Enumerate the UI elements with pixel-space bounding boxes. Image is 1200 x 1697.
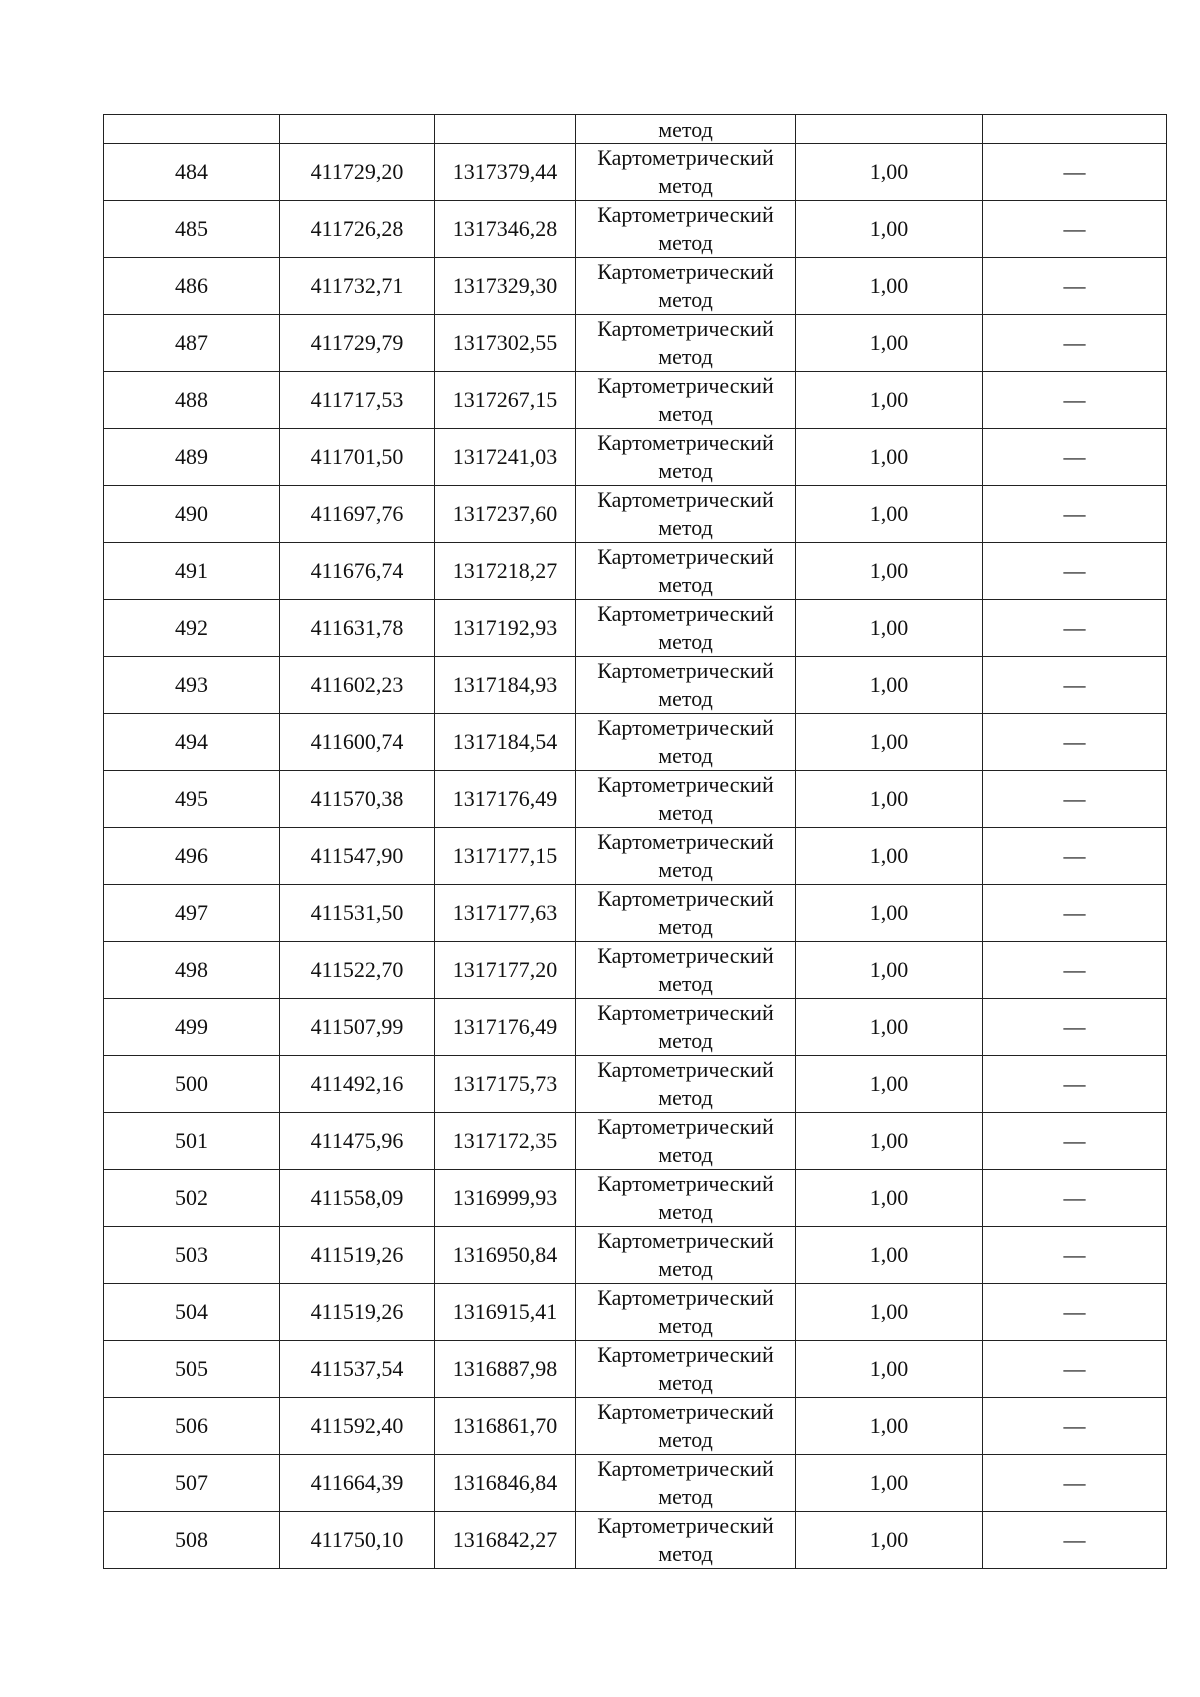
method-cell [576, 1284, 796, 1341]
accuracy-cell: 1,00 [796, 201, 983, 258]
point-number-cell: 491 [104, 543, 280, 600]
method-line-2: метод [658, 686, 713, 711]
note-cell [983, 144, 1167, 201]
method-line-1: Картометрический [597, 601, 774, 626]
table-row [104, 771, 1167, 828]
x-coordinate-cell: 411507,99 [280, 999, 435, 1056]
method-line-2: метод [658, 572, 713, 597]
point-number-cell: 495 [104, 771, 280, 828]
note-cell [983, 999, 1167, 1056]
accuracy-cell: 1,00 [796, 999, 983, 1056]
table-row [104, 1113, 1167, 1170]
note-cell [983, 115, 1167, 144]
method-line-2: метод [658, 1427, 713, 1452]
x-coordinate-cell [280, 115, 435, 144]
accuracy-cell: 1,00 [796, 885, 983, 942]
accuracy-cell: 1,00 [796, 429, 983, 486]
y-coordinate-cell [435, 115, 576, 144]
method-line-1: Картометрический [597, 145, 774, 170]
method-line-2: метод [658, 1484, 713, 1509]
accuracy-cell: 1,00 [796, 1113, 983, 1170]
dash-mark: — [1063, 843, 1086, 868]
y-coordinate-cell: 1317241,03 [435, 429, 576, 486]
method-cell [576, 1170, 796, 1227]
accuracy-cell: 1,00 [796, 1341, 983, 1398]
table-row [104, 144, 1167, 201]
method-line-1: Картометрический [597, 772, 774, 797]
method-cell [576, 115, 796, 144]
table-row [104, 372, 1167, 429]
method-line-2: метод [658, 344, 713, 369]
point-number-cell: 493 [104, 657, 280, 714]
note-cell [983, 543, 1167, 600]
method-cell [576, 486, 796, 543]
x-coordinate-cell: 411570,38 [280, 771, 435, 828]
method-line-2: метод [658, 458, 713, 483]
method-line-2: метод [658, 1313, 713, 1338]
point-number-cell: 490 [104, 486, 280, 543]
x-coordinate-cell: 411519,26 [280, 1284, 435, 1341]
y-coordinate-cell: 1317177,20 [435, 942, 576, 999]
x-coordinate-cell: 411732,71 [280, 258, 435, 315]
x-coordinate-cell: 411750,10 [280, 1512, 435, 1569]
y-coordinate-cell: 1316861,70 [435, 1398, 576, 1455]
dash-mark: — [1063, 1014, 1086, 1039]
method-cell [576, 999, 796, 1056]
note-cell [983, 657, 1167, 714]
table-row [104, 1398, 1167, 1455]
method-cell [576, 942, 796, 999]
dash-mark: — [1063, 1356, 1086, 1381]
note-cell [983, 1113, 1167, 1170]
method-cell [576, 315, 796, 372]
x-coordinate-cell: 411519,26 [280, 1227, 435, 1284]
point-number-cell: 497 [104, 885, 280, 942]
method-line-2: метод [658, 1199, 713, 1224]
method-line-2: метод [658, 401, 713, 426]
accuracy-cell: 1,00 [796, 600, 983, 657]
method-line-1: Картометрический [597, 430, 774, 455]
dash-mark: — [1063, 1299, 1086, 1324]
method-cell [576, 600, 796, 657]
accuracy-cell [796, 115, 983, 144]
method-line-1: Картометрический [597, 1399, 774, 1424]
x-coordinate-cell: 411726,28 [280, 201, 435, 258]
x-coordinate-cell: 411717,53 [280, 372, 435, 429]
note-cell [983, 315, 1167, 372]
x-coordinate-cell: 411537,54 [280, 1341, 435, 1398]
accuracy-cell: 1,00 [796, 828, 983, 885]
y-coordinate-cell: 1317237,60 [435, 486, 576, 543]
point-number-cell: 487 [104, 315, 280, 372]
dash-mark: — [1063, 1071, 1086, 1096]
method-line-2: метод [658, 1370, 713, 1395]
method-cell [576, 372, 796, 429]
y-coordinate-cell: 1317172,35 [435, 1113, 576, 1170]
method-line-1: Картометрический [597, 1171, 774, 1196]
note-cell [983, 1284, 1167, 1341]
dash-mark: — [1063, 615, 1086, 640]
table-row [104, 1227, 1167, 1284]
accuracy-cell: 1,00 [796, 315, 983, 372]
dash-mark: — [1063, 957, 1086, 982]
method-line-1: Картометрический [597, 829, 774, 854]
table-row [104, 486, 1167, 543]
method-line-2: метод [658, 1085, 713, 1110]
point-number-cell: 508 [104, 1512, 280, 1569]
method-line-1: Картометрический [597, 202, 774, 227]
dash-mark: — [1063, 1242, 1086, 1267]
table-row [104, 201, 1167, 258]
accuracy-cell: 1,00 [796, 1056, 983, 1113]
point-number-cell: 500 [104, 1056, 280, 1113]
method-cell [576, 1398, 796, 1455]
table-row [104, 258, 1167, 315]
y-coordinate-cell: 1317176,49 [435, 999, 576, 1056]
dash-mark: — [1063, 159, 1086, 184]
x-coordinate-cell: 411697,76 [280, 486, 435, 543]
method-cell [576, 201, 796, 258]
x-coordinate-cell: 411558,09 [280, 1170, 435, 1227]
point-number-cell: 501 [104, 1113, 280, 1170]
x-coordinate-cell: 411600,74 [280, 714, 435, 771]
y-coordinate-cell: 1317177,63 [435, 885, 576, 942]
accuracy-cell: 1,00 [796, 258, 983, 315]
method-line-2: метод [658, 1541, 713, 1566]
y-coordinate-cell: 1317302,55 [435, 315, 576, 372]
dash-mark: — [1063, 1470, 1086, 1495]
note-cell [983, 1512, 1167, 1569]
method-cell [576, 771, 796, 828]
method-line-2: метод [658, 1256, 713, 1281]
point-number-cell: 506 [104, 1398, 280, 1455]
method-cell [576, 429, 796, 486]
point-number-cell: 502 [104, 1170, 280, 1227]
point-number-cell: 484 [104, 144, 280, 201]
method-line-2: метод [658, 629, 713, 654]
accuracy-cell: 1,00 [796, 714, 983, 771]
y-coordinate-cell: 1316846,84 [435, 1455, 576, 1512]
note-cell [983, 1341, 1167, 1398]
method-cell [576, 1455, 796, 1512]
y-coordinate-cell: 1316950,84 [435, 1227, 576, 1284]
dash-mark: — [1063, 1185, 1086, 1210]
point-number-cell: 486 [104, 258, 280, 315]
method-line-1: Картометрический [597, 1513, 774, 1538]
note-cell [983, 429, 1167, 486]
point-number-cell: 496 [104, 828, 280, 885]
x-coordinate-cell: 411531,50 [280, 885, 435, 942]
x-coordinate-cell: 411676,74 [280, 543, 435, 600]
dash-mark: — [1063, 558, 1086, 583]
table-row [104, 429, 1167, 486]
point-number-cell: 492 [104, 600, 280, 657]
point-number-cell: 489 [104, 429, 280, 486]
method-cell [576, 258, 796, 315]
dash-mark: — [1063, 444, 1086, 469]
table-row [104, 543, 1167, 600]
method-line-2: метод [658, 1028, 713, 1053]
dash-mark: — [1063, 501, 1086, 526]
method-cell [576, 1227, 796, 1284]
y-coordinate-cell: 1317184,93 [435, 657, 576, 714]
accuracy-cell: 1,00 [796, 144, 983, 201]
y-coordinate-cell: 1317346,28 [435, 201, 576, 258]
dash-mark: — [1063, 387, 1086, 412]
x-coordinate-cell: 411729,20 [280, 144, 435, 201]
note-cell [983, 600, 1167, 657]
method-line-2: метод [658, 914, 713, 939]
dash-mark: — [1063, 729, 1086, 754]
method-line-2: метод [658, 287, 713, 312]
table-row [104, 1056, 1167, 1113]
accuracy-cell: 1,00 [796, 372, 983, 429]
table-row [104, 657, 1167, 714]
y-coordinate-cell: 1316999,93 [435, 1170, 576, 1227]
x-coordinate-cell: 411475,96 [280, 1113, 435, 1170]
point-number-cell: 505 [104, 1341, 280, 1398]
point-number-cell: 488 [104, 372, 280, 429]
table-row [104, 315, 1167, 372]
dash-mark: — [1063, 1527, 1086, 1552]
method-line-1: Картометрический [597, 544, 774, 569]
method-cell [576, 1512, 796, 1569]
accuracy-cell: 1,00 [796, 657, 983, 714]
dash-mark: — [1063, 900, 1086, 925]
method-cell [576, 1341, 796, 1398]
method-cell [576, 543, 796, 600]
method-line-1: Картометрический [597, 715, 774, 740]
method-cell [576, 1113, 796, 1170]
method-line-2: метод [658, 857, 713, 882]
note-cell [983, 1170, 1167, 1227]
method-cell [576, 657, 796, 714]
point-number-cell [104, 115, 280, 144]
dash-mark: — [1063, 1128, 1086, 1153]
x-coordinate-cell: 411631,78 [280, 600, 435, 657]
note-cell [983, 771, 1167, 828]
method-line-1: Картометрический [597, 1342, 774, 1367]
accuracy-cell: 1,00 [796, 1398, 983, 1455]
accuracy-cell: 1,00 [796, 1512, 983, 1569]
note-cell [983, 942, 1167, 999]
table-row [104, 942, 1167, 999]
x-coordinate-cell: 411522,70 [280, 942, 435, 999]
note-cell [983, 258, 1167, 315]
accuracy-cell: 1,00 [796, 942, 983, 999]
accuracy-cell: 1,00 [796, 1227, 983, 1284]
method-line-1: Картометрический [597, 259, 774, 284]
y-coordinate-cell: 1316915,41 [435, 1284, 576, 1341]
y-coordinate-cell: 1317379,44 [435, 144, 576, 201]
coordinates-table-body [104, 115, 1167, 1569]
method-line-2: метод [658, 173, 713, 198]
dash-mark: — [1063, 672, 1086, 697]
point-number-cell: 507 [104, 1455, 280, 1512]
method-line-2: метод [658, 971, 713, 996]
method-line-2: метод [658, 230, 713, 255]
table-row [104, 714, 1167, 771]
accuracy-cell: 1,00 [796, 1284, 983, 1341]
point-number-cell: 485 [104, 201, 280, 258]
table-row [104, 1512, 1167, 1569]
y-coordinate-cell: 1317218,27 [435, 543, 576, 600]
point-number-cell: 499 [104, 999, 280, 1056]
method-cell [576, 828, 796, 885]
method-line-1: Картометрический [597, 1228, 774, 1253]
note-cell [983, 486, 1167, 543]
method-line-2: метод [658, 1142, 713, 1167]
y-coordinate-cell: 1316887,98 [435, 1341, 576, 1398]
y-coordinate-cell: 1317192,93 [435, 600, 576, 657]
x-coordinate-cell: 411547,90 [280, 828, 435, 885]
method-line-2: метод [658, 800, 713, 825]
y-coordinate-cell: 1316842,27 [435, 1512, 576, 1569]
dash-mark: — [1063, 1413, 1086, 1438]
table-row [104, 999, 1167, 1056]
table-row [104, 885, 1167, 942]
method-cell [576, 714, 796, 771]
point-number-cell: 498 [104, 942, 280, 999]
accuracy-cell: 1,00 [796, 543, 983, 600]
x-coordinate-cell: 411701,50 [280, 429, 435, 486]
y-coordinate-cell: 1317175,73 [435, 1056, 576, 1113]
method-cell [576, 1056, 796, 1113]
note-cell [983, 1056, 1167, 1113]
method-line-2: метод [658, 515, 713, 540]
note-cell [983, 372, 1167, 429]
coordinates-table [103, 114, 1167, 1569]
method-cell [576, 144, 796, 201]
note-cell [983, 1227, 1167, 1284]
x-coordinate-cell: 411729,79 [280, 315, 435, 372]
x-coordinate-cell: 411664,39 [280, 1455, 435, 1512]
x-coordinate-cell: 411592,40 [280, 1398, 435, 1455]
x-coordinate-cell: 411492,16 [280, 1056, 435, 1113]
method-line-1: Картометрический [597, 1000, 774, 1025]
y-coordinate-cell: 1317176,49 [435, 771, 576, 828]
method-line-1: Картометрический [597, 1114, 774, 1139]
point-number-cell: 504 [104, 1284, 280, 1341]
table-row [104, 828, 1167, 885]
table-row [104, 600, 1167, 657]
x-coordinate-cell: 411602,23 [280, 657, 435, 714]
table-row [104, 1341, 1167, 1398]
note-cell [983, 1455, 1167, 1512]
method-line-1: Картометрический [597, 1456, 774, 1481]
note-cell [983, 1398, 1167, 1455]
dash-mark: — [1063, 786, 1086, 811]
accuracy-cell: 1,00 [796, 486, 983, 543]
method-tail-text: метод [658, 117, 713, 142]
dash-mark: — [1063, 216, 1086, 241]
table-row [104, 1284, 1167, 1341]
accuracy-cell: 1,00 [796, 1170, 983, 1227]
point-number-cell: 503 [104, 1227, 280, 1284]
method-line-1: Картометрический [597, 886, 774, 911]
method-line-2: метод [658, 743, 713, 768]
method-line-1: Картометрический [597, 943, 774, 968]
method-cell [576, 885, 796, 942]
accuracy-cell: 1,00 [796, 1455, 983, 1512]
dash-mark: — [1063, 273, 1086, 298]
method-line-1: Картометрический [597, 373, 774, 398]
note-cell [983, 201, 1167, 258]
table-row [104, 1170, 1167, 1227]
y-coordinate-cell: 1317329,30 [435, 258, 576, 315]
y-coordinate-cell: 1317267,15 [435, 372, 576, 429]
table-row [104, 1455, 1167, 1512]
method-line-1: Картометрический [597, 658, 774, 683]
dash-mark: — [1063, 330, 1086, 355]
method-line-1: Картометрический [597, 1057, 774, 1082]
note-cell [983, 885, 1167, 942]
y-coordinate-cell: 1317184,54 [435, 714, 576, 771]
note-cell [983, 714, 1167, 771]
continuation-row [104, 115, 1167, 144]
method-line-1: Картометрический [597, 316, 774, 341]
y-coordinate-cell: 1317177,15 [435, 828, 576, 885]
method-line-1: Картометрический [597, 487, 774, 512]
note-cell [983, 828, 1167, 885]
accuracy-cell: 1,00 [796, 771, 983, 828]
method-line-1: Картометрический [597, 1285, 774, 1310]
point-number-cell: 494 [104, 714, 280, 771]
